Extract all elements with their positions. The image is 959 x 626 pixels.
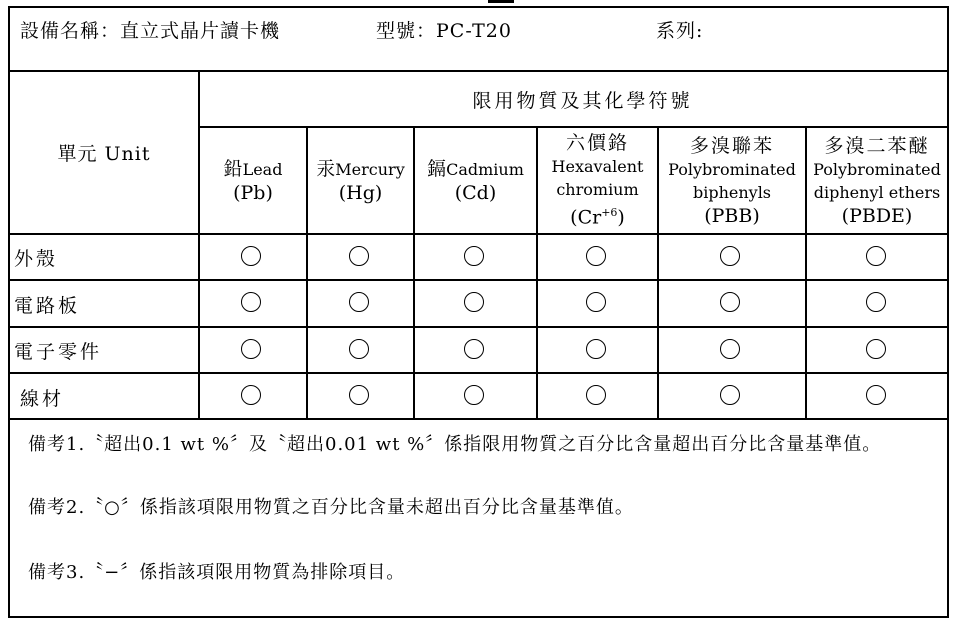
compliance-mark-circle	[464, 385, 484, 405]
column-symbol-close: )	[617, 206, 625, 229]
row-label-electronic-parts: 電子零件	[14, 341, 103, 363]
compliance-mark-circle	[349, 385, 369, 405]
column-header-pbb	[659, 128, 805, 233]
column-name-zh: 六價鉻	[565, 132, 629, 155]
column-name-en: chromium	[556, 180, 639, 200]
column-symbol: (Cd)	[454, 181, 497, 204]
model-number: 型號：PC-T20	[376, 20, 512, 42]
compliance-mark-circle	[720, 385, 740, 405]
column-name-en: Polybrominated	[668, 159, 796, 179]
column-symbol: (Hg)	[338, 181, 383, 204]
note-2: 備考2.〝○〞係指該項限用物質之百分比含量未超出百分比含量基準值。	[28, 497, 634, 518]
column-name-en: Mercury	[335, 159, 405, 179]
note-1: 備考1.〝超出0.1 wt %〞及〝超出0.01 wt %〞係指限用物質之百分比含量超出百分比含量基準值。	[28, 434, 882, 455]
column-header-mercury	[308, 128, 413, 233]
column-name-zh: 鎘	[427, 157, 447, 180]
compliance-mark-circle	[866, 385, 886, 405]
column-symbol: (Cr	[570, 206, 602, 229]
compliance-mark-circle	[464, 292, 484, 312]
column-name-zh: 汞	[316, 157, 336, 180]
compliance-mark-circle	[349, 246, 369, 266]
column-header-cadmium	[415, 128, 536, 233]
compliance-mark-circle	[720, 292, 740, 312]
column-name-zh: 多溴聯苯	[689, 134, 774, 157]
rohs-declaration-table	[8, 6, 949, 618]
column-name-en: Lead	[242, 159, 283, 179]
column-symbol: (PBDE)	[841, 204, 913, 227]
column-name-en: Hexavalent	[551, 157, 644, 177]
column-name-en: Cadmium	[446, 159, 524, 179]
column-header-hexavalent-chromium	[538, 128, 657, 233]
column-header-lead	[200, 128, 306, 233]
compliance-mark-circle	[720, 339, 740, 359]
row-label-circuit-board: 電路板	[14, 295, 81, 317]
compliance-mark-circle	[866, 246, 886, 266]
compliance-mark-circle	[241, 292, 261, 312]
compliance-mark-circle	[586, 385, 606, 405]
column-name-en: diphenyl ethers	[813, 182, 941, 202]
compliance-mark-circle	[720, 246, 740, 266]
column-symbol: (Pb)	[233, 181, 273, 204]
compliance-mark-circle	[241, 246, 261, 266]
compliance-mark-circle	[349, 292, 369, 312]
row-label-housing: 外殼	[14, 248, 59, 270]
compliance-mark-circle	[866, 292, 886, 312]
compliance-mark-circle	[349, 339, 369, 359]
note-3: 備考3.〝−〞係指該項限用物質為排除項目。	[28, 562, 406, 583]
top-edge-mark	[488, 0, 514, 3]
device-name: 設備名稱：直立式晶片讀卡機	[20, 20, 281, 42]
column-name-en: Polybrominated	[813, 159, 941, 179]
compliance-mark-circle	[586, 246, 606, 266]
compliance-mark-circle	[586, 292, 606, 312]
compliance-mark-circle	[241, 339, 261, 359]
column-symbol-superscript: +6	[601, 206, 618, 220]
column-name-en: biphenyls	[692, 182, 772, 202]
compliance-mark-circle	[586, 339, 606, 359]
compliance-mark-circle	[866, 339, 886, 359]
restricted-substances-header: 限用物質及其化學符號	[472, 89, 693, 112]
unit-header: 單元 Unit	[57, 143, 151, 165]
column-symbol: (PBB)	[704, 204, 760, 227]
row-label-cables: 線材	[20, 388, 65, 410]
compliance-mark-circle	[241, 385, 261, 405]
column-header-pbde	[807, 128, 947, 233]
series-label: 系列:	[656, 20, 704, 42]
column-name-zh: 鉛	[223, 157, 243, 180]
column-name-zh: 多溴二苯醚	[824, 134, 930, 157]
compliance-mark-circle	[464, 339, 484, 359]
compliance-mark-circle	[464, 246, 484, 266]
